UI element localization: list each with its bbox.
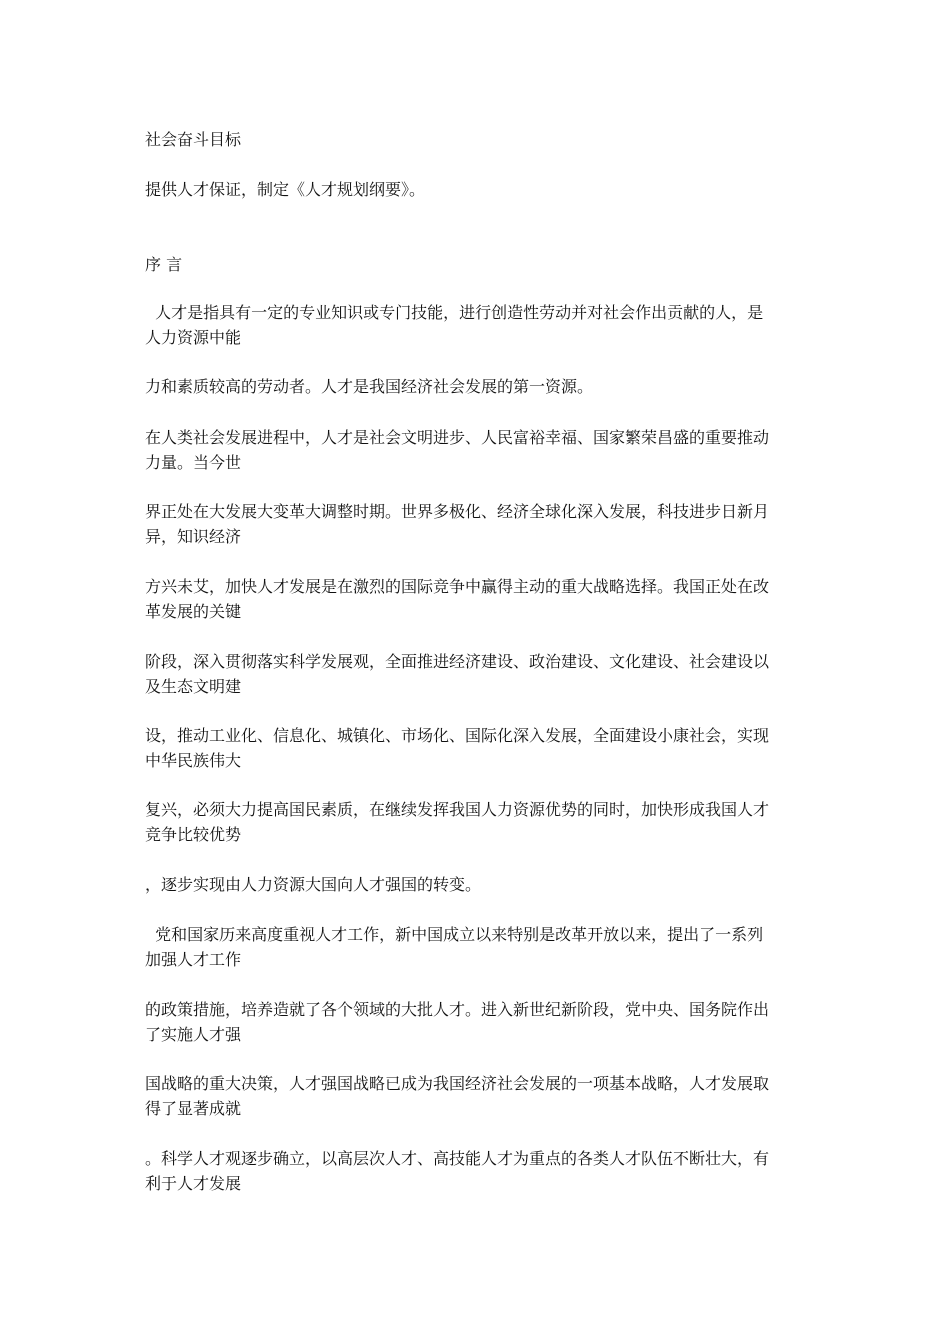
text-line: 。科学人才观逐步确立，以高层次人才、高技能人才为重点的各类人才队伍不断壮大，有 (145, 1149, 770, 1168)
section-title: 序 言 (145, 255, 183, 274)
text-line: 阶段，深入贯彻落实科学发展观，全面推进经济建设、政治建设、文化建设、社会建设以 (145, 652, 770, 671)
text-line: 异，知识经济 (145, 527, 242, 546)
heading-line: 社会奋斗目标 (145, 130, 242, 149)
text-line: 在人类社会发展进程中，人才是社会文明进步、人民富裕幸福、国家繁荣昌盛的重要推动 (145, 428, 770, 447)
text-line: 的政策措施，培养造就了各个领域的大批人才。进入新世纪新阶段，党中央、国务院作出 (145, 1000, 770, 1019)
text-line: ，逐步实现由人力资源大国向人才强国的转变。 (145, 875, 482, 894)
text-line: 中华民族伟大 (145, 751, 242, 770)
text-line: 界正处在大发展大变革大调整时期。世界多极化、经济全球化深入发展，科技进步日新月 (145, 502, 770, 521)
text-line: 复兴，必须大力提高国民素质，在继续发挥我国人力资源优势的同时，加快形成我国人才 (145, 800, 770, 819)
text-line: 了实施人才强 (145, 1025, 242, 1044)
text-line: 人才是指具有一定的专业知识或专门技能，进行创造性劳动并对社会作出贡献的人，是 (145, 303, 764, 322)
text-line: 加强人才工作 (145, 950, 242, 969)
text-line: 得了显著成就 (145, 1099, 242, 1118)
text-line: 提供人才保证，制定《人才规划纲要》。 (145, 180, 426, 199)
text-line: 方兴未艾，加快人才发展是在激烈的国际竞争中赢得主动的重大战略选择。我国正处在改 (145, 577, 770, 596)
text-line: 设，推动工业化、信息化、城镇化、市场化、国际化深入发展，全面建设小康社会，实现 (145, 726, 770, 745)
text-line: 竞争比较优势 (145, 825, 242, 844)
text-line: 力量。当今世 (145, 453, 242, 472)
text-line: 及生态文明建 (145, 677, 242, 696)
text-line: 革发展的关键 (145, 602, 242, 621)
text-line: 人力资源中能 (145, 328, 242, 347)
text-line: 利于人才发展 (145, 1174, 242, 1193)
text-line: 党和国家历来高度重视人才工作，新中国成立以来特别是改革开放以来，提出了一系列 (145, 925, 764, 944)
text-line: 国战略的重大决策，人才强国战略已成为我国经济社会发展的一项基本战略，人才发展取 (145, 1074, 770, 1093)
text-line: 力和素质较高的劳动者。人才是我国经济社会发展的第一资源。 (145, 377, 594, 396)
